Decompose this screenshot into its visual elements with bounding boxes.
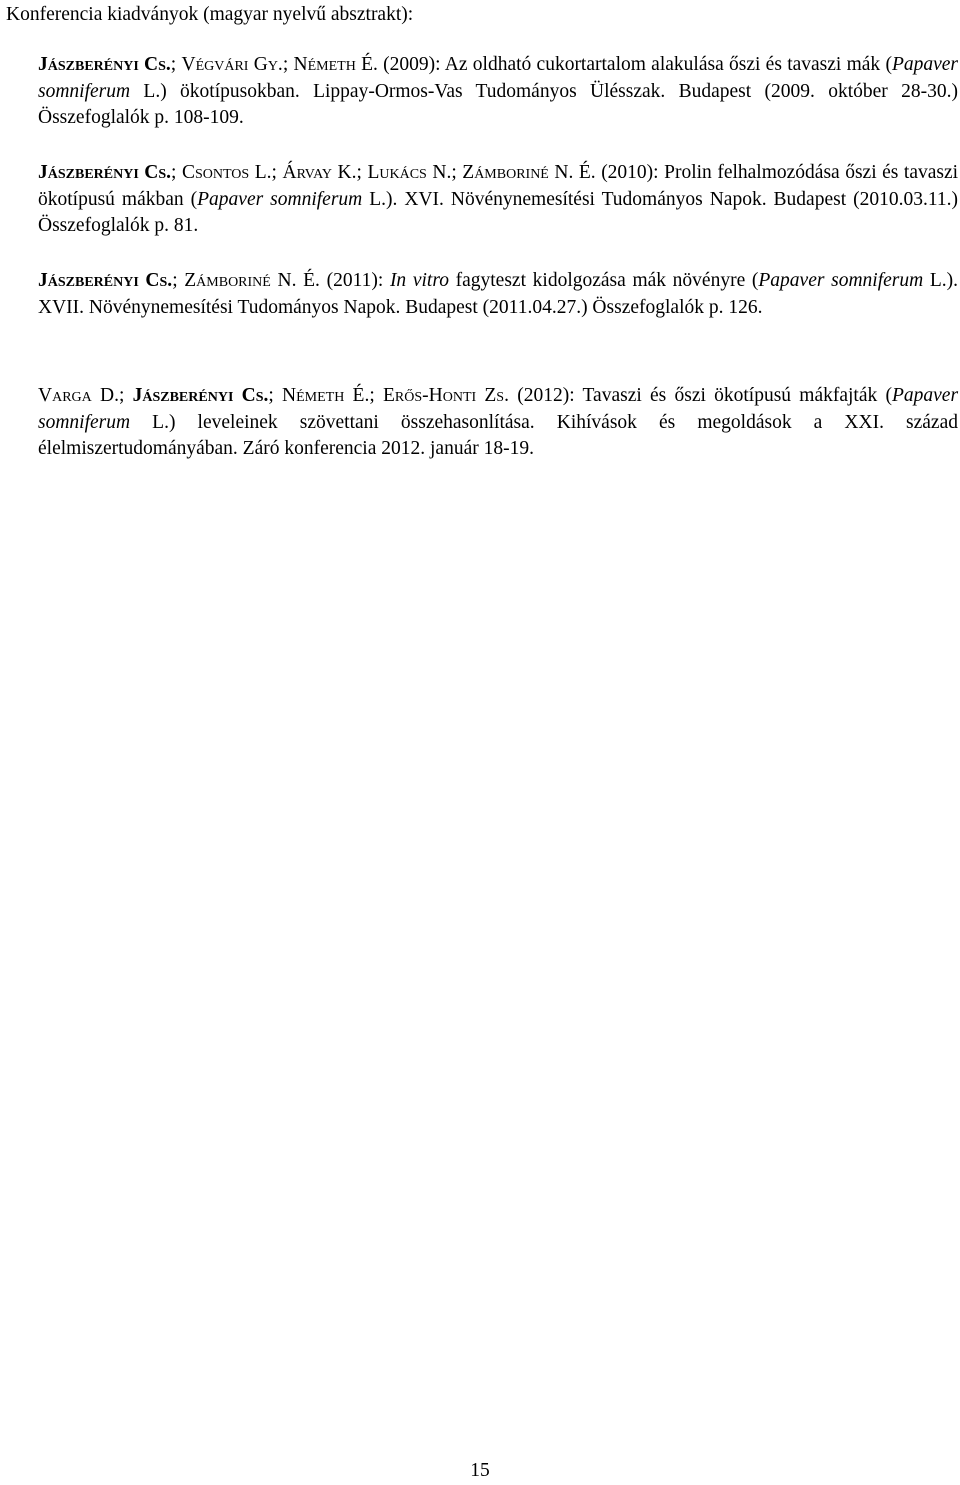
species-name: Papaver somniferum xyxy=(197,188,363,210)
author-name: Lukács N. xyxy=(367,162,452,183)
author-name: Jászberényi Cs. xyxy=(38,162,172,183)
reference-year: (2011): xyxy=(326,270,384,291)
author-name: Jászberényi Cs. xyxy=(38,270,173,291)
reference-year: (2009): xyxy=(383,54,441,75)
author-name: Végvári Gy. xyxy=(181,54,283,75)
reference-details: L.). XVII. Növénynemesítési Tudományos Napok. Budapest (2011.04.27.) Összefoglalók p. 126. xyxy=(38,270,959,318)
reference-entry: Jászberényi Cs.; Végvári Gy.; Németh É. (2009): Az oldható cukortartalom alakulása őszi és tavaszi mák (Papaver somniferum L.) ökotípusokban. Lippay-Ormos-Vas Tudományos Ülésszak. Budapest (2009. október 28-30.) Összefoglalók p. 108-109. xyxy=(38,54,959,128)
author-name: Jászberényi Cs. xyxy=(38,54,171,75)
reference-title: Prolin felhalmozódása őszi és tavaszi ökotípusú mákban ( xyxy=(38,162,959,210)
author-name: Jászberényi Cs. xyxy=(132,385,269,406)
author-name: Németh É. xyxy=(282,385,370,406)
reference-title: Az oldható cukortartalom alakulása őszi és tavaszi mák ( xyxy=(444,54,892,75)
author-name: Erős-Honti Zs. xyxy=(383,385,509,406)
reference-details: L.). XVI. Növénynemesítési Tudományos Napok. Budapest (2010.03.11.) Összefoglalók p. 81. xyxy=(38,188,958,236)
section-heading: Konferencia kiadványok (magyar nyelvű absztrakt): xyxy=(6,4,414,25)
author-name: Zámboriné N. É. xyxy=(462,162,596,183)
species-name: Papaver somniferum xyxy=(38,385,959,433)
reference-entry: Varga D.; Jászberényi Cs.; Németh É.; Erős-Honti Zs. (2012): Tavaszi és őszi ökotípusú mákfajták (Papaver somniferum L.) leveleinek szövettani összehasonlítása. Kihívások és megoldások a XXI. század élelmiszertudományában. Záró konferencia 2012. január 18-19. xyxy=(38,385,959,459)
reference-title: fagyteszt kidolgozása mák növényre ( xyxy=(448,270,759,291)
reference-entry: Jászberényi Cs.; Csontos L.; Árvay K.; Lukács N.; Zámboriné N. É. (2010): Prolin felhalmozódása őszi és tavaszi ökotípusú mákban (Papaver somniferum L.). XVI. Növénynemesítési Tudományos Napok. Budapest (2010.03.11.) Összefoglalók p. 81. xyxy=(38,162,959,236)
species-name: Papaver somniferum xyxy=(758,270,924,291)
species-name: Papaver somniferum xyxy=(38,54,959,102)
reference-title-italic: In vitro xyxy=(389,270,449,291)
reference-details: L.) ökotípusokban. Lippay-Ormos-Vas Tudományos Ülésszak. Budapest (2009. október 28-30.) Összefoglalók p. 108-109. xyxy=(38,80,958,128)
author-name: Csontos L. xyxy=(182,162,272,183)
reference-entry: Jászberényi Cs.; Zámboriné N. É. (2011): In vitro fagyteszt kidolgozása mák növényre (Papaver somniferum L.). XVII. Növénynemesítési Tudományos Napok. Budapest (2011.04.27.) Összefoglalók p. 126. xyxy=(38,270,959,318)
reference-year: (2012): xyxy=(517,385,575,406)
reference-year: (2010): xyxy=(601,162,659,183)
author-name: Németh É. xyxy=(293,54,378,75)
author-name: Varga D. xyxy=(38,385,119,406)
reference-title: Tavaszi és őszi ökotípusú mákfajták ( xyxy=(582,385,892,406)
author-name: Zámboriné N. É. xyxy=(184,270,320,291)
reference-details: L.) leveleinek szövettani összehasonlítása. Kihívások és megoldások a XXI. század élelmiszertudományában. Záró konferencia 2012. január 18-19. xyxy=(38,411,958,459)
page-number: 15 xyxy=(470,1460,490,1481)
author-name: Árvay K. xyxy=(282,162,357,183)
